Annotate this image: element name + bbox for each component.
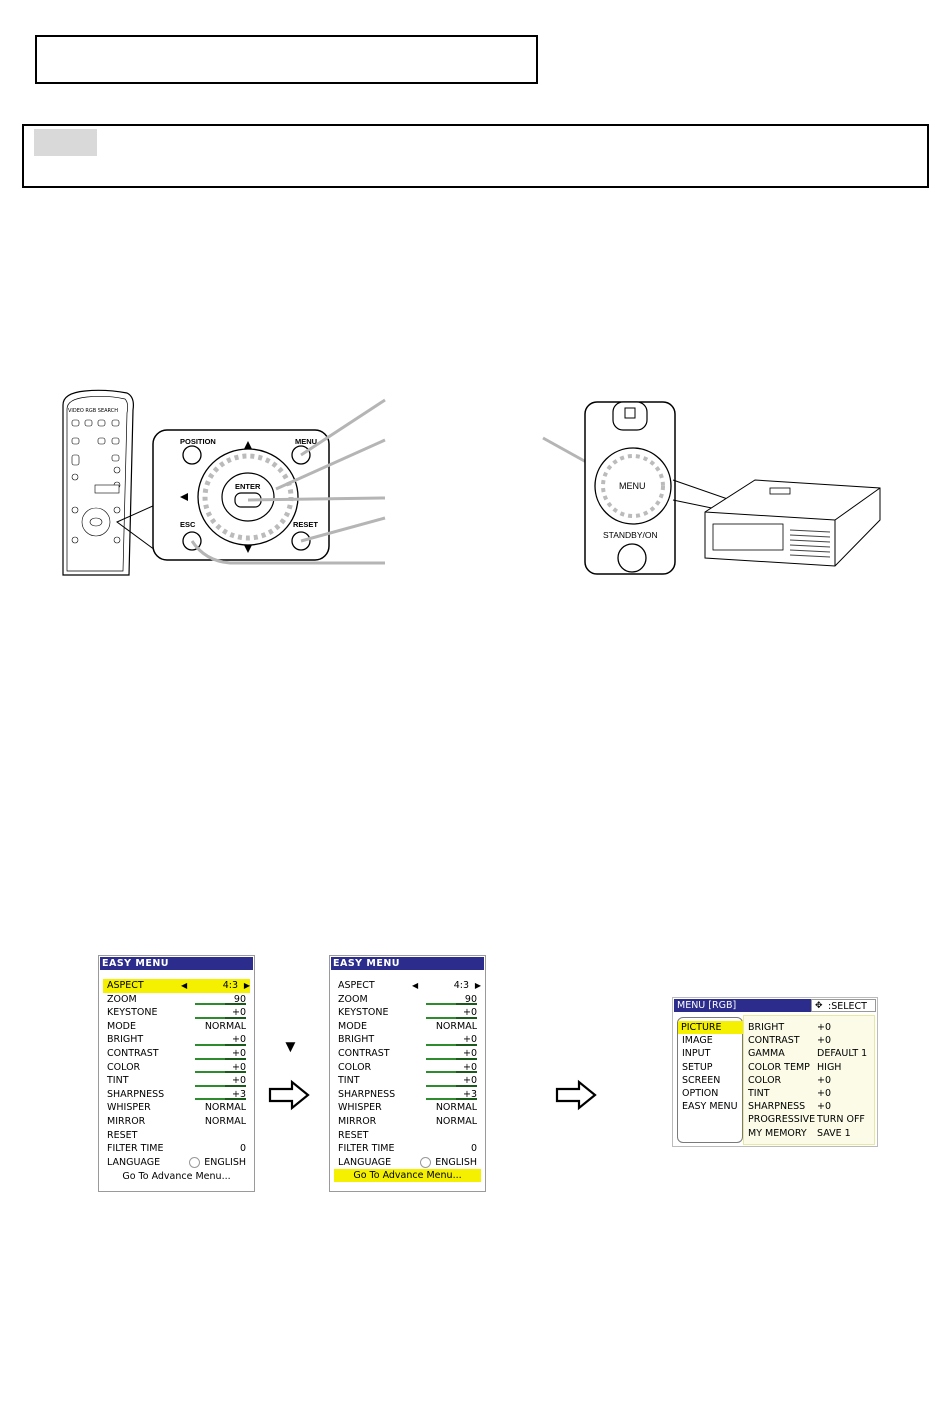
menu-row-value: NORMAL (204, 1102, 246, 1114)
easy-menu-1 (98, 955, 255, 1192)
menu-row-reset[interactable] (334, 1129, 481, 1143)
arrow-right-icon (555, 1079, 599, 1111)
menu-row-value: 0 (470, 1143, 477, 1155)
menu-row-value: 90 (233, 993, 246, 1005)
menu-row-filter-time[interactable] (334, 1142, 481, 1156)
projector-menu-label: MENU (619, 481, 646, 491)
menu-row-label: MIRROR (107, 1116, 146, 1127)
menu-item-setup[interactable]: SETUP (682, 1061, 713, 1073)
setting-label: PROGRESSIVE (748, 1114, 816, 1126)
menu-row-value: ENGLISH (189, 1156, 246, 1170)
menu-row-value: NORMAL (204, 1020, 246, 1032)
menu-row-value: +0 (462, 1034, 477, 1046)
menu-item-option[interactable]: OPTION (682, 1088, 719, 1099)
menu-row-language[interactable] (334, 1156, 481, 1170)
menu-row-value: +0 (462, 1061, 477, 1073)
menu-row-value: +0 (462, 1007, 477, 1019)
menu-row-label: MODE (338, 1020, 367, 1032)
setting-label: BRIGHT (748, 1022, 785, 1033)
right-arrow-icon[interactable]: ▶ (474, 981, 481, 990)
setting-label: COLOR TEMP (748, 1061, 810, 1073)
setting-label: SHARPNESS (748, 1101, 806, 1113)
menu-item-picture[interactable]: PICTURE (678, 1021, 743, 1034)
menu-row-value: 4:3 (453, 980, 469, 991)
menu-row-keystone[interactable] (334, 1006, 481, 1020)
title-box (35, 35, 538, 84)
value-bar-fill (195, 1017, 225, 1019)
right-arrow-icon[interactable]: ▶ (243, 981, 250, 990)
enter-label: ENTER (235, 482, 261, 491)
menu-row-label: ASPECT (107, 980, 144, 991)
menu-row-contrast[interactable] (103, 1047, 250, 1061)
setting-value[interactable]: SAVE 1 (817, 1127, 851, 1139)
menu-row-contrast[interactable] (334, 1047, 481, 1061)
menu-row-mode[interactable] (334, 1020, 481, 1034)
menu-row-value: +3 (462, 1088, 477, 1100)
menu-row-label: COLOR (338, 1061, 372, 1073)
menu-row-color[interactable] (334, 1061, 481, 1075)
menu-row-label: ZOOM (107, 993, 137, 1005)
advanced-menu (672, 997, 878, 1147)
setting-value[interactable]: +0 (817, 1035, 832, 1047)
projector-illustration (535, 400, 895, 578)
setting-value[interactable]: +0 (817, 1074, 832, 1086)
menu-row-value: +0 (231, 1061, 246, 1073)
note-box (22, 124, 929, 188)
menu-row-label: LANGUAGE (107, 1156, 161, 1168)
standby-label: STANDBY/ON (603, 530, 658, 540)
menu-row-value: +3 (231, 1088, 246, 1100)
advance-menu-link[interactable]: Go To Advance Menu... (122, 1171, 231, 1182)
menu-row-value: +0 (231, 1034, 246, 1046)
menu-row-label: KEYSTONE (107, 1007, 158, 1019)
setting-value[interactable]: TURN OFF (817, 1114, 865, 1126)
menu-row-label: WHISPER (107, 1102, 151, 1114)
value-bar-fill (426, 1017, 456, 1019)
menu-item-image[interactable]: IMAGE (682, 1035, 713, 1047)
menu-label: MENU (295, 437, 318, 446)
menu-row-bright[interactable] (334, 1033, 481, 1047)
menu-row-label: KEYSTONE (338, 1007, 389, 1019)
setting-value[interactable]: DEFAULT 1 (817, 1048, 868, 1060)
menu-row-value: +0 (462, 1048, 477, 1059)
setting-label: GAMMA (748, 1048, 785, 1060)
menu-row-label: LANGUAGE (338, 1156, 392, 1168)
menu-row-value: +0 (231, 1075, 246, 1087)
menu-row-aspect[interactable] (103, 979, 250, 993)
position-label: POSITION (180, 437, 216, 446)
menu-row-label: MIRROR (338, 1116, 377, 1127)
note-tag (34, 129, 97, 156)
select-hint (811, 999, 876, 1012)
value-bar-fill (426, 1098, 456, 1100)
menu-row-label: BRIGHT (338, 1034, 375, 1046)
arrow-right-icon (268, 1079, 312, 1111)
value-bar-fill (195, 1071, 225, 1073)
menu-row-language[interactable] (103, 1156, 250, 1170)
menu-row-mirror[interactable] (103, 1115, 250, 1129)
advance-menu-link[interactable]: Go To Advance Menu... (334, 1169, 481, 1182)
menu-row-value: NORMAL (435, 1116, 477, 1127)
globe-icon (189, 1157, 200, 1168)
menu-row-color[interactable] (103, 1061, 250, 1075)
menu-row-value: ENGLISH (420, 1156, 477, 1170)
setting-label: MY MEMORY (748, 1127, 807, 1139)
value-bar-fill (426, 1044, 456, 1046)
easy-menu-title: EASY MENU (100, 957, 253, 970)
menu-row-keystone[interactable] (103, 1006, 250, 1020)
menu-row-value: +0 (462, 1075, 477, 1087)
menu-row-bright[interactable] (103, 1033, 250, 1047)
menu-row-sharpness[interactable] (103, 1088, 250, 1102)
menu-row-value: +0 (231, 1007, 246, 1019)
menu-row-label: TINT (338, 1075, 360, 1087)
menu-row-tint[interactable] (334, 1074, 481, 1088)
menu-row-label: SHARPNESS (338, 1088, 396, 1100)
setting-value[interactable]: +0 (817, 1088, 832, 1099)
menu-row-zoom[interactable] (103, 993, 250, 1007)
menu-row-label: TINT (107, 1075, 129, 1087)
menu-row-whisper[interactable] (334, 1101, 481, 1115)
menu-row-label: SHARPNESS (107, 1088, 165, 1100)
menu-row-filter-time[interactable] (103, 1142, 250, 1156)
select-hint-text: :SELECT (828, 1001, 867, 1012)
value-bar-fill (195, 1098, 225, 1100)
menu-item-input[interactable]: INPUT (682, 1048, 711, 1060)
menu-row-label: FILTER TIME (338, 1143, 395, 1155)
advanced-menu-title: MENU [RGB] (674, 999, 811, 1012)
menu-row-label: BRIGHT (107, 1034, 144, 1046)
value-bar-fill (426, 1071, 456, 1073)
value-bar-fill (195, 1085, 225, 1087)
menu-row-value: NORMAL (435, 1102, 477, 1114)
menu-row-label: RESET (338, 1129, 369, 1141)
menu-row-label: COLOR (107, 1061, 141, 1073)
value-bar-fill (426, 1058, 456, 1060)
menu-row-value: 90 (464, 993, 477, 1005)
menu-row-label: FILTER TIME (107, 1143, 164, 1155)
down-arrow-icon: ▼ (282, 1037, 299, 1056)
svg-text:VIDEO RGB SEARCH: VIDEO RGB SEARCH (68, 408, 119, 414)
menu-row-label: MODE (107, 1020, 136, 1032)
easy-menu-title: EASY MENU (331, 957, 484, 970)
reset-label: RESET (293, 520, 319, 529)
setting-value[interactable]: HIGH (817, 1061, 842, 1073)
left-arrow-icon[interactable]: ◀ (412, 981, 419, 990)
menu-row-value: 0 (239, 1143, 246, 1155)
esc-label: ESC (180, 520, 196, 529)
select-icon: ✥ (815, 1001, 823, 1011)
menu-row-sharpness[interactable] (334, 1088, 481, 1102)
menu-row-value: 4:3 (222, 980, 238, 991)
value-bar-fill (195, 1058, 225, 1060)
menu-row-value: +0 (231, 1048, 246, 1059)
setting-value[interactable]: +0 (817, 1022, 832, 1033)
setting-label: COLOR (748, 1074, 782, 1086)
globe-icon (420, 1157, 431, 1168)
value-bar-fill (426, 1085, 456, 1087)
remote-control-illustration (55, 385, 395, 585)
menu-item-screen[interactable]: SCREEN (682, 1074, 721, 1086)
menu-row-label: CONTRAST (338, 1048, 390, 1059)
menu-row-label: ZOOM (338, 993, 368, 1005)
menu-row-label: WHISPER (338, 1102, 382, 1114)
menu-row-value: NORMAL (435, 1020, 477, 1032)
menu-row-aspect[interactable] (334, 979, 481, 993)
menu-row-label: CONTRAST (107, 1048, 159, 1059)
easy-menu-2 (329, 955, 486, 1192)
menu-item-easy-menu[interactable]: EASY MENU (682, 1101, 738, 1113)
value-bar-fill (195, 1044, 225, 1046)
menu-row-zoom[interactable] (334, 993, 481, 1007)
menu-row-reset[interactable] (103, 1129, 250, 1143)
menu-row-tint[interactable] (103, 1074, 250, 1088)
left-arrow-icon[interactable]: ◀ (181, 981, 188, 990)
menu-row-value: NORMAL (204, 1116, 246, 1127)
setting-label: TINT (748, 1088, 770, 1099)
menu-row-mirror[interactable] (334, 1115, 481, 1129)
menu-row-label: RESET (107, 1129, 138, 1141)
menu-row-whisper[interactable] (103, 1101, 250, 1115)
setting-value[interactable]: +0 (817, 1101, 832, 1113)
value-bar-fill (426, 1003, 456, 1005)
value-bar-fill (195, 1003, 225, 1005)
menu-row-label: ASPECT (338, 980, 375, 991)
setting-label: CONTRAST (748, 1035, 800, 1047)
menu-row-mode[interactable] (103, 1020, 250, 1034)
